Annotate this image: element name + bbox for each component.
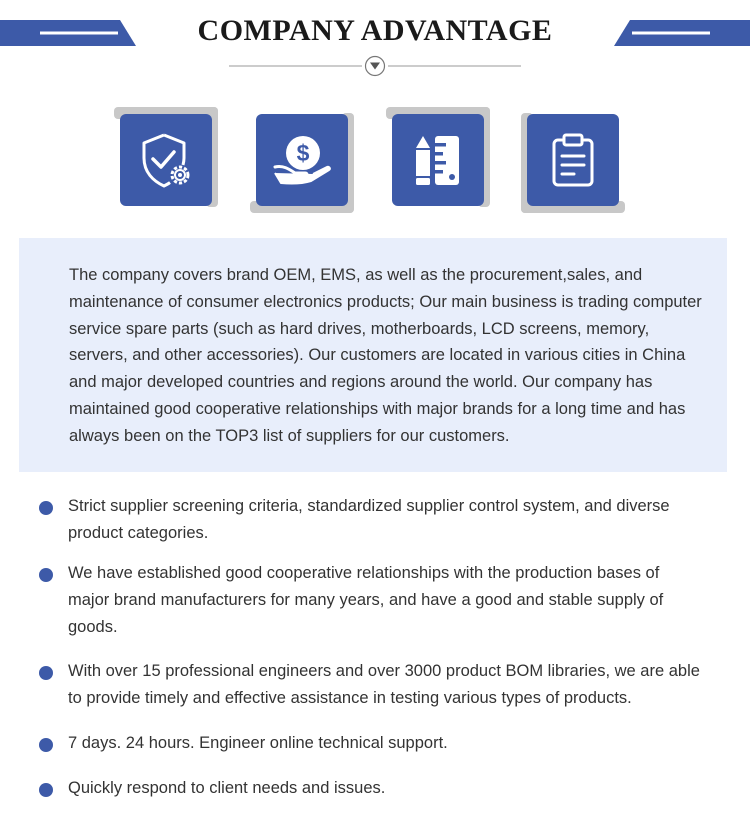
page-title: COMPANY ADVANTAGE (197, 14, 553, 47)
list-item-text: 7 days. 24 hours. Engineer online technical support. (68, 734, 448, 752)
list-item-text: With over 15 professional engineers and over 3000 product BOM libraries, we are able to provide timely and effective assistance in testing various types of products. (68, 662, 700, 707)
icon-tile-service (521, 107, 627, 213)
clipboard-icon (544, 131, 602, 189)
bullet-dot-icon (39, 666, 53, 680)
intro-text: The company covers brand OEM, EMS, as well as the procurement,sales, and maintenance of consumer electronics products; Our main business is trading computer service spare parts (such as hard drives, motherboards, LCD screens, memory, servers, and other accessories). Our customers are located in various cities in China and major developed countries and regions around the world. Our company has maintained good cooperative relationships with major brands for a long time and has always been on the TOP3 list of suppliers for our customers. (69, 266, 702, 445)
list-item-text: We have established good cooperative relationships with the production bases of major brand manufacturers for many years, and have a good and stable supply of goods. (68, 564, 664, 636)
icon-tile-engineering (386, 107, 492, 213)
intro-panel (19, 238, 727, 472)
list-item-text: Quickly respond to client needs and issues. (68, 779, 386, 797)
bullet-dot-icon (39, 783, 53, 797)
bullet-dot-icon (39, 738, 53, 752)
dollar-hand-icon (271, 129, 333, 191)
list-item-text: Strict supplier screening criteria, standardized supplier control system, and diverse product categories. (68, 497, 670, 542)
icon-tile-quality (114, 107, 220, 213)
pencil-ruler-icon (408, 130, 468, 190)
icon-tile-price (250, 107, 356, 213)
shield-check-gear-icon (136, 130, 196, 190)
bullet-dot-icon (39, 568, 53, 582)
title-divider (229, 55, 521, 77)
svg-text:$: $ (296, 140, 310, 166)
bullet-dot-icon (39, 501, 53, 515)
